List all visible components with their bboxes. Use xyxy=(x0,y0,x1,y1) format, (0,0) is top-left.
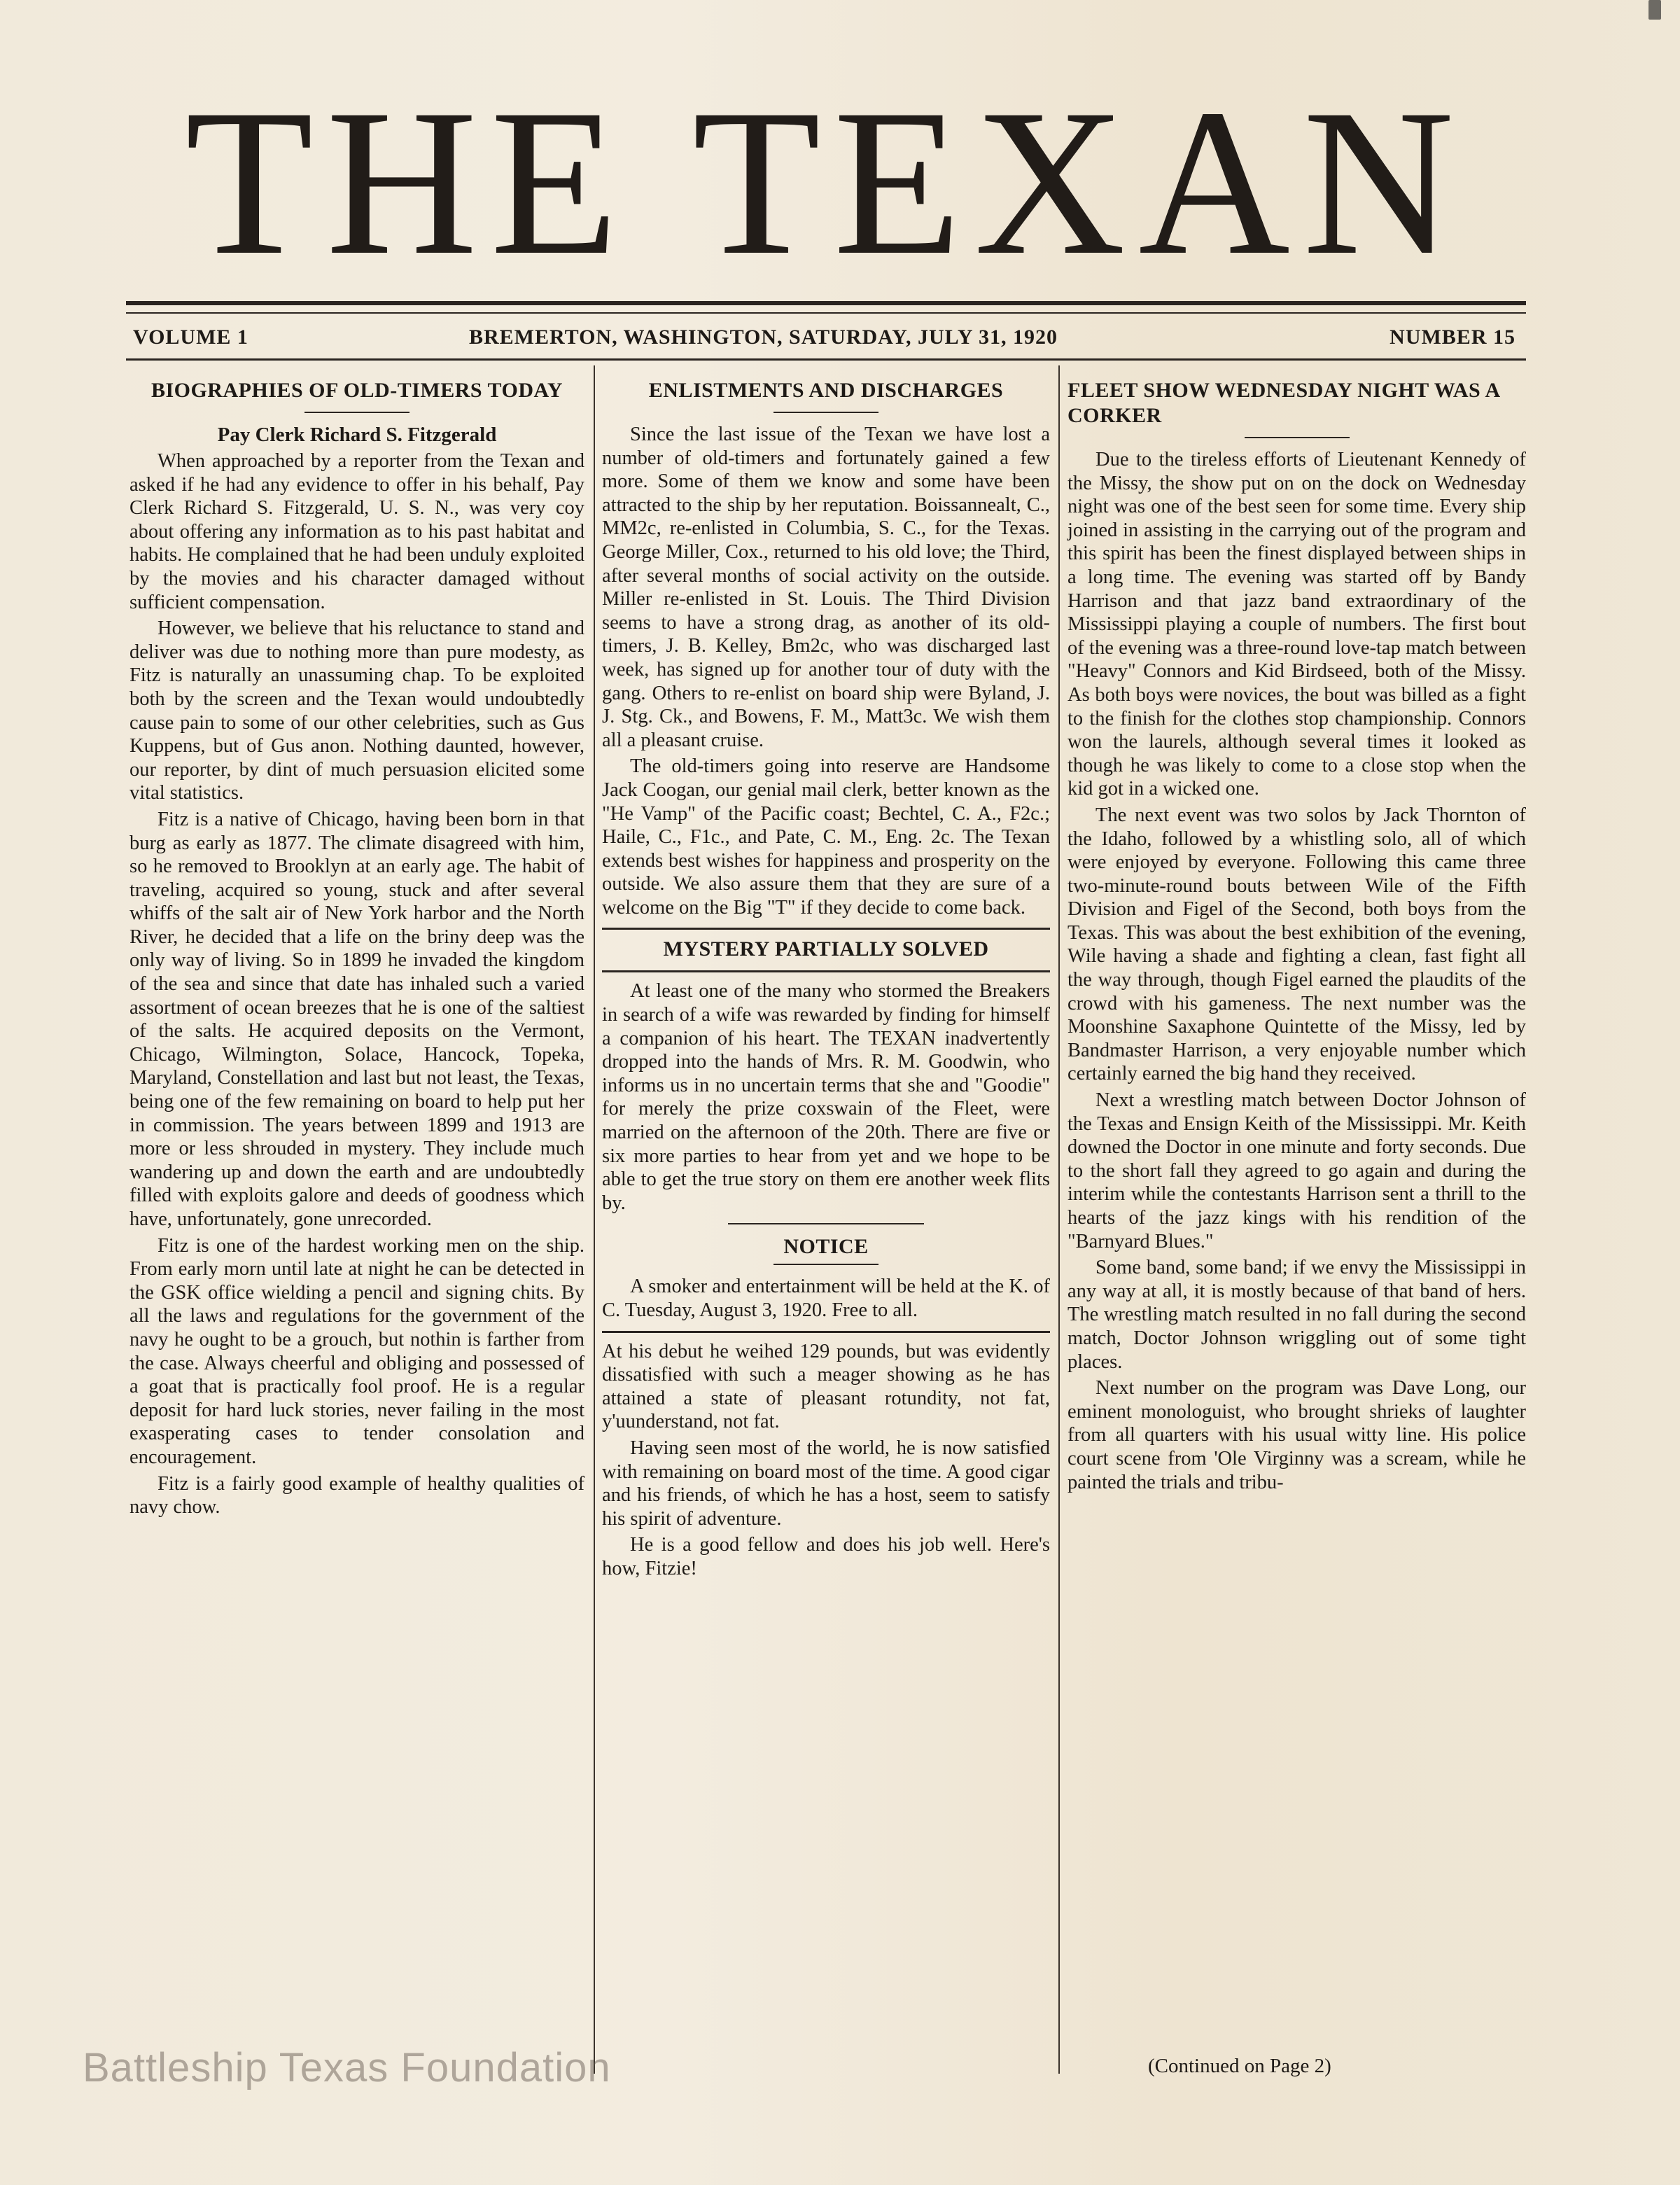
headline-rule xyxy=(774,412,878,413)
watermark: Battleship Texas Foundation xyxy=(83,2045,611,2090)
masthead-rule-thin xyxy=(126,312,1526,314)
article-paragraph: The old-timers going into reserve are Handsome Jack Coogan, our genial mail clerk, better known as the "He Vamp" of the Pacific coast; Bechtel, C. A., F2c.; Haile, C., F1c., and Pate, C. M., Eng. 2c. The Texan extends best wishes for happiness and prosperity on the outside. We also assure them that they are sure of a welcome on the Big "T" if they decide to come back. xyxy=(602,755,1050,919)
column-fleet-show xyxy=(1068,378,1526,1494)
article-paragraph: Some band, some band; if we envy the Mississippi in any way at all, it is mostly because of that band of hers. The wrestling match resulted in no fall during the second match, Doctor Johnson wriggling out of some tight places. xyxy=(1068,1257,1526,1373)
section-rule xyxy=(602,1331,1050,1333)
article-paragraph: Since the last issue of the Texan we have lost a number of old-timers and fortunately gained a few more. Some of them we know and some have been attracted to the ship by her reputation. Boissannealt, C., MM2c, re-enlisted in Columbia, S. C., for the Texas. George Miller, Cox., returned to his old love; the Third, after several months of social activity on the outside. Miller re-enlisted in St. Louis. The Third Division seems to have a strong drag, as another of its old-timers, J. B. Kelley, Bm2c, who was discharged last week, has signed up for another tour of duty with the gang. Others to re-enlist on board ship were Byland, J. J. Stg. Ck., and Bowens, F. M., Matt3c. We wish them all a pleasant cruise. xyxy=(602,424,1050,751)
article-paragraph: Next number on the program was Dave Long, our eminent monologuist, who brought shrieks of laughter from all quarters with his usual witty line. His police court scene from 'Ole Virginny was a scream, while he painted the trials and tribu- xyxy=(1068,1377,1526,1493)
article-paragraph: He is a good fellow and does his job well. Here's how, Fitzie! xyxy=(602,1534,1050,1579)
column-divider xyxy=(594,365,595,2074)
article-paragraph: Next a wrestling match between Doctor Johnson of the Texas and Ensign Keith of the Mississippi. Mr. Keith downed the Doctor in one minute and forty seconds. Due to the short fall they agreed to go again and during the interim while the contestants Harrison sent a thrill to the hearts of the jazz kings with his rendition of the "Barnyard Blues." xyxy=(1068,1089,1526,1252)
article-paragraph: Due to the tireless efforts of Lieutenant Kennedy of the Missy, the show put on on the dock on Wednesday night was one of the best seen for some time. Every ship joined in assisting in the carrying out of the program and this spirit has been the finest displayed between ships in a long time. The evening was started off by Bandy Harrison and that jazz band extraordinary of the Mississippi playing a couple of numbers. The first bout of the evening was a three-round love-tap match between "Heavy" Connors and Kid Birdseed, both of the Missy. As both boys were novices, the bout was billed as a fight to the finish for the clothes stop championship. Connors won the laurels, although several times it looked as though he was likely to come to a close stop when the kid got in a wicked one. xyxy=(1068,449,1526,800)
headline-mystery: MYSTERY PARTIALLY SOLVED xyxy=(663,937,989,961)
article-paragraph: However, we believe that his reluctance to stand and deliver was due to nothing more than pure modesty, as Fitz is naturally an unassuming chap. To be exploited both by the screen and the Texan would undoubtedly cause pain to some of our other celebrities, such as Gus Kuppens, but of Gus anon. Nothing daunted, however, our reporter, by dint of much persuasion elicited some vital statistics. xyxy=(130,617,584,804)
notice-paragraph: A smoker and entertainment will be held at the K. of C. Tuesday, August 3, 1920. Free to all. xyxy=(602,1276,1050,1321)
volume-label: VOLUME 1 xyxy=(133,326,248,349)
headline-rule xyxy=(1245,437,1350,438)
dateline xyxy=(133,323,1526,351)
article-paragraph: Fitz is a native of Chicago, having been born in that burg as early as 1877. The climate disagreed with him, so he removed to Brooklyn at an early age. The habit of traveling, acquired so young, stuck and after several whiffs of the salt air of New York harbor and the North River, he decided that a life on the briny deep was the only way of living. So in 1899 he invaded the kingdom of the sea and since that date has inhaled such a varied assortment of ocean breezes that he is one of the saltiest of the salts. He acquired deposits on the Vermont, Chicago, Wilmington, Solace, Hancock, Topeka, Maryland, Constellation and last but not least, the Texas, being one of the few remaining on board to help put her in commission. The years between 1899 and 1913 are more or less shrouded in mystery. They include much wandering up and down the earth and are undoubtedly filled with exploits galore and deeds of goodness which have, unfortunately, gone unrecorded. xyxy=(130,808,584,1230)
binder-clip xyxy=(1648,0,1661,20)
headline-enlistments: ENLISTMENTS AND DISCHARGES xyxy=(648,379,1004,402)
masthead-rule-thick xyxy=(126,301,1526,305)
article-paragraph: When approached by a reporter from the Texan and asked if he had any evidence to offer in his behalf, Pay Clerk Richard S. Fitzgerald, U. S. N., was very coy about offering any information as to his past habitat and habits. He complained that he had been unduly exploited by the movies and his character damaged without sufficient compensation. xyxy=(130,450,584,613)
headline-rule xyxy=(774,1264,878,1265)
headline-biographies: BIOGRAPHIES OF OLD-TIMERS TODAY xyxy=(150,379,564,402)
article-paragraph: The next event was two solos by Jack Thornton of the Idaho, followed by a whistling solo, all of which were enjoyed by everyone. Following this came three two-minute-round bouts between Wile of the Fifth Division and Figel of the Second, both boys from the Texas. This was about the best exhibition of the evening, Wile having a shade and fighting a clean, fast fight all the way through, though Figel earned the plaudits of the crowd with his gameness. The next number was the Moonshine Saxaphone Quintette of the Missy, led by Bandmaster Harrison, a very enjoyable number which certainly earned the big hand they received. xyxy=(1068,804,1526,1085)
masthead-title: THE TEXAN xyxy=(185,66,1467,298)
headline-rule xyxy=(304,412,410,413)
column-biographies xyxy=(130,378,584,1519)
continued-note: (Continued on Page 2) xyxy=(1148,2055,1331,2077)
issue-number: NUMBER 15 xyxy=(1390,326,1516,349)
dateline-rule xyxy=(126,358,1526,361)
headline-notice: NOTICE xyxy=(783,1235,869,1259)
subhead-fitzgerald: Pay Clerk Richard S. Fitzgerald xyxy=(217,424,497,446)
section-rule xyxy=(728,1223,924,1224)
article-paragraph: Fitz is a fairly good example of healthy qualities of navy chow. xyxy=(130,1472,584,1519)
article-paragraph: At his debut he weihed 129 pounds, but was evidently dissatisfied with such a meager showing as he has attained a state of pleasant rotundity, not fat, y'uunderstand, not fat. xyxy=(602,1340,1050,1433)
article-paragraph: Having seen most of the world, he is now satisfied with remaining on board most of the time. A good cigar and his friends, of which he has a host, seem to satisfy his spirit of adventure. xyxy=(602,1437,1050,1530)
article-paragraph: At least one of the many who stormed the Breakers in search of a wife was rewarded by finding for himself a companion of his heart. The TEXAN inadvertently dropped into the hands of Mrs. R. M. Goodwin, who informs us in no uncertain terms that she and "Goodie" for merely the prize coxswain of the Fleet, were married on the afternoon of the 20th. There are five or six more parties to hear from yet and we hope to be able to get the true story on them ere another week flits by. xyxy=(602,980,1050,1214)
place-date: BREMERTON, WASHINGTON, SATURDAY, JULY 31, 1920 xyxy=(469,326,1058,349)
section-rule xyxy=(602,928,1050,930)
column-enlistments xyxy=(602,378,1050,1581)
column-divider xyxy=(1058,365,1060,2074)
article-paragraph: Fitz is one of the hardest working men on the ship. From early morn until late at night he can be detected in the GSK office wielding a pencil and signing chits. By all the laws and regulations for the government of the navy he ought to be a grouch, but nothin is farther from the case. Always cheerful and obliging and possessed of a goat that is practically fool proof. He is a regular deposit for hard luck stories, never failing in the most exasperating cases to tender consolation and encouragement. xyxy=(130,1234,584,1468)
headline-fleet-show: FLEET SHOW WEDNESDAY NIGHT WAS A CORKER xyxy=(1068,379,1500,427)
section-rule xyxy=(602,970,1050,972)
